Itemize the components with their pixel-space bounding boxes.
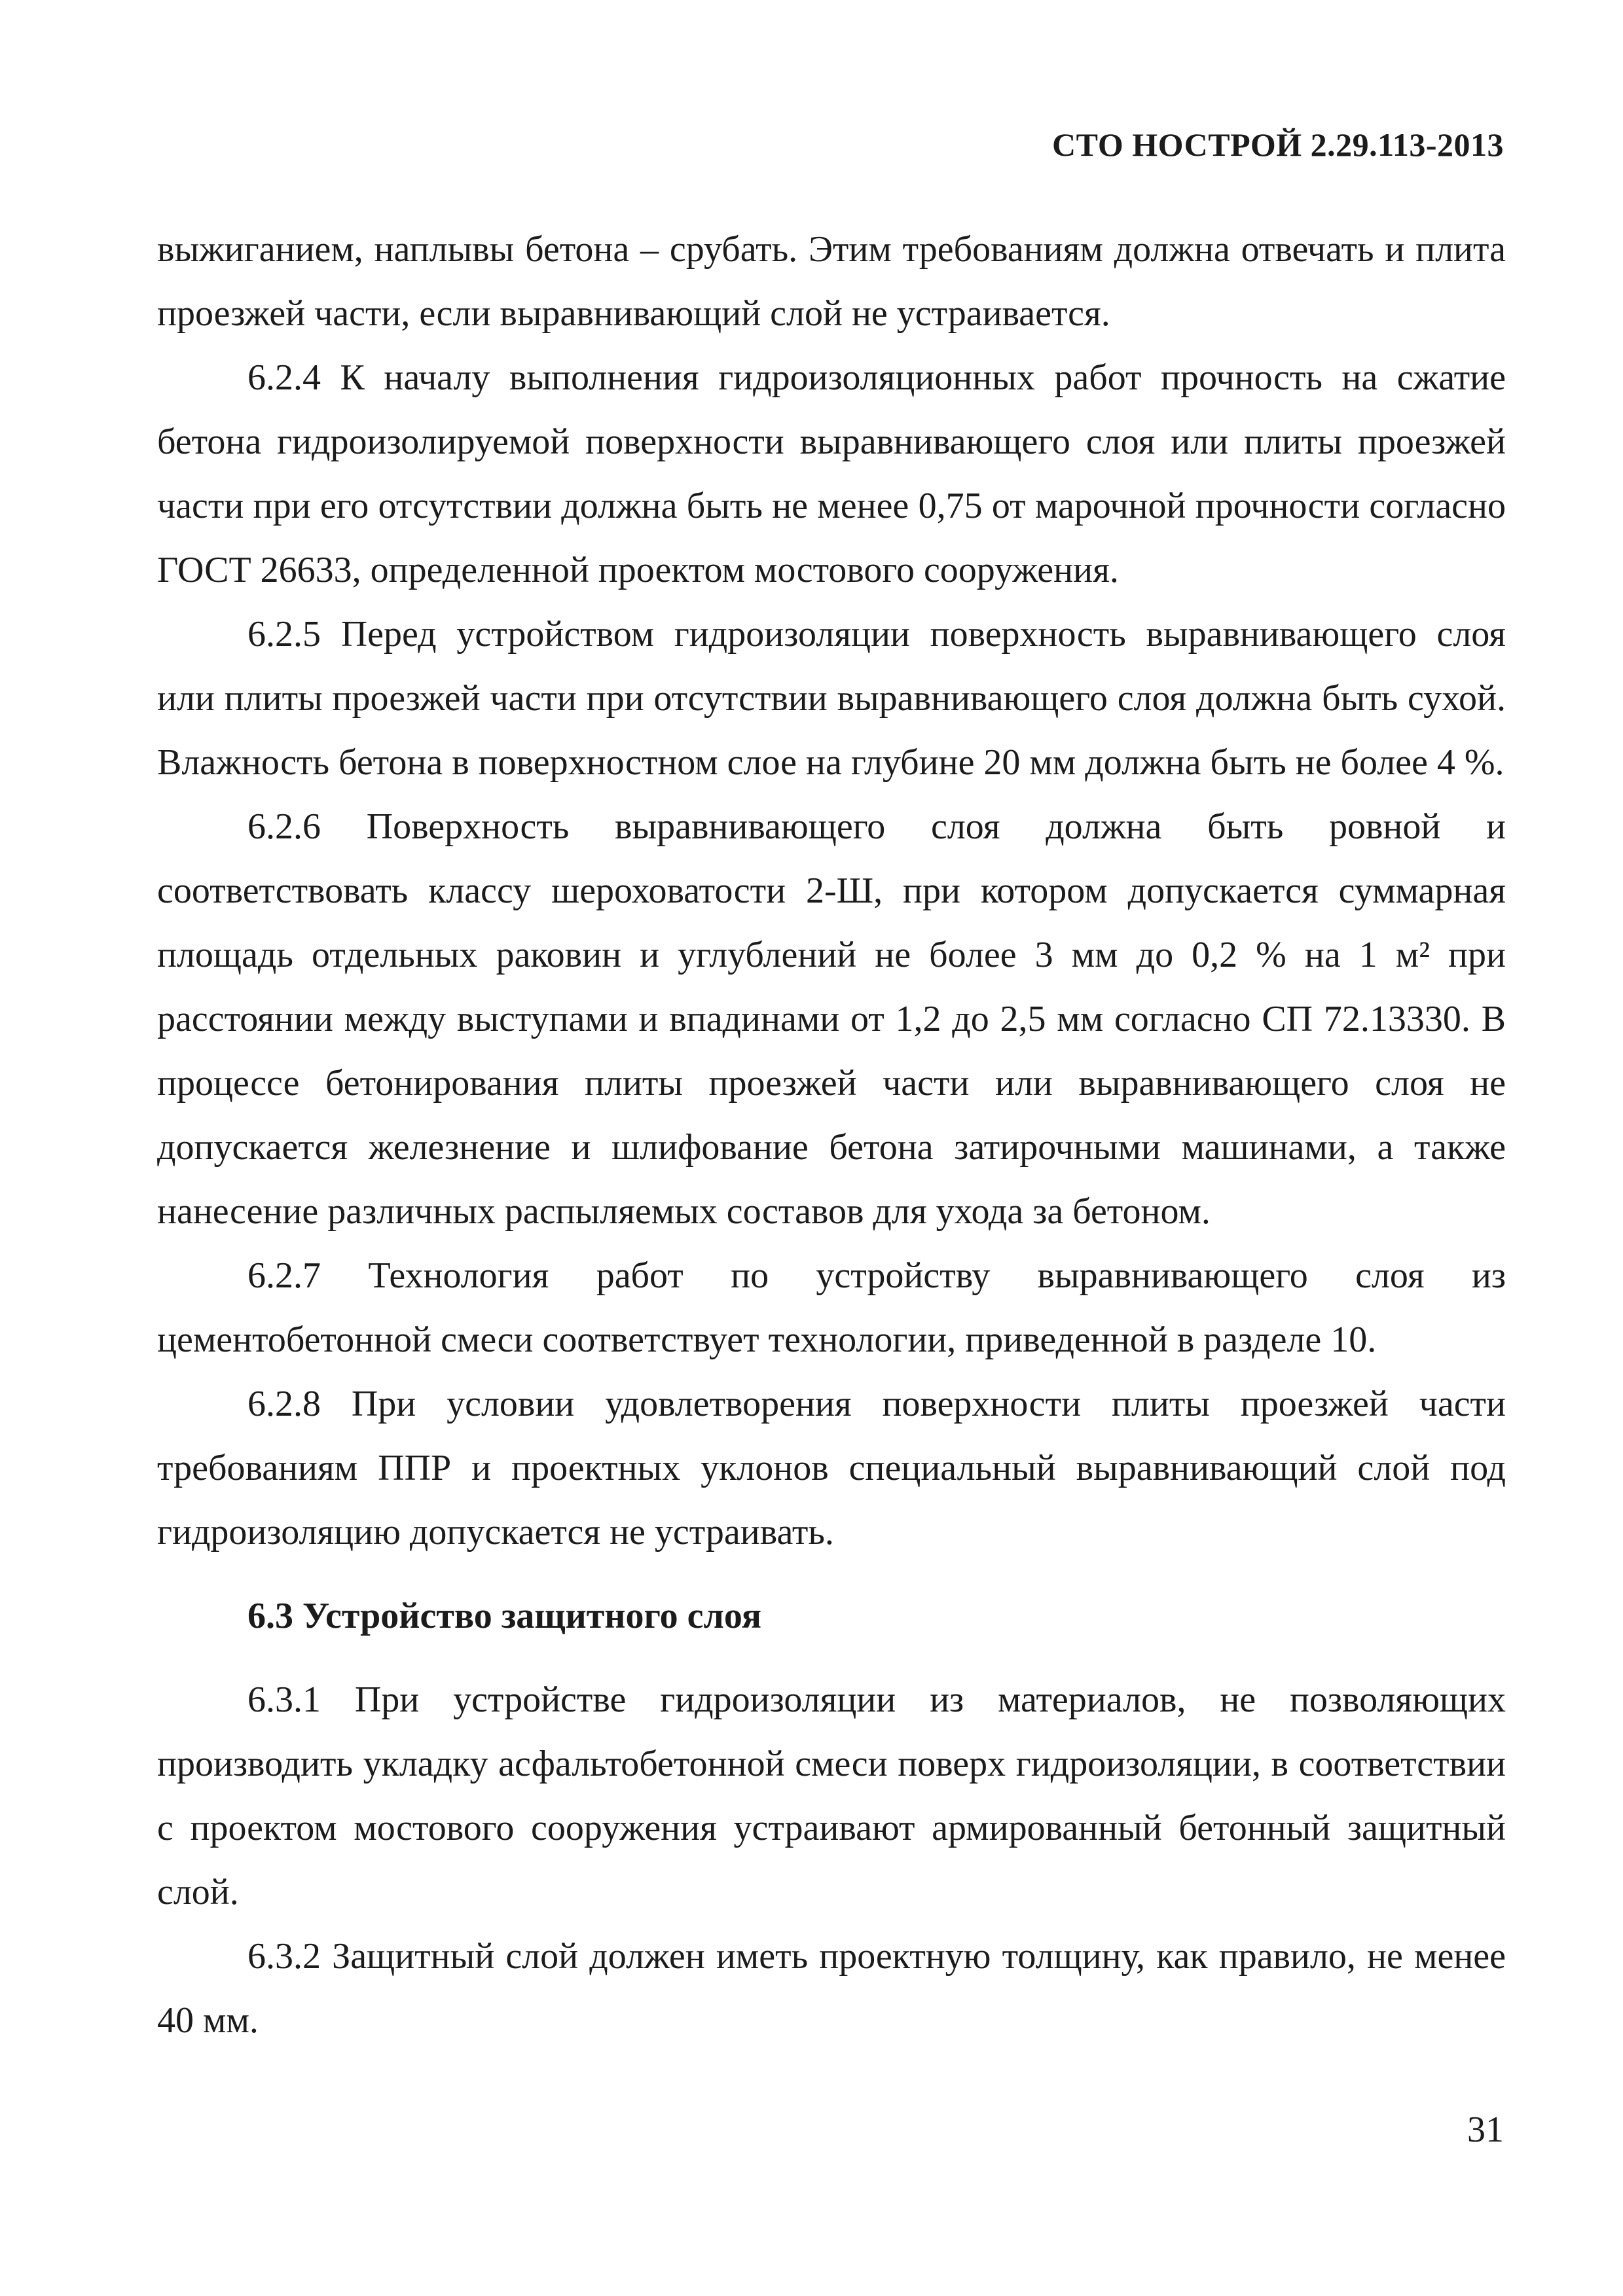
body-text <box>157 217 1506 2053</box>
paragraph-6-2-6: 6.2.6 Поверхность выравнивающего слоя должна быть ровной и соответствовать классу шероховатости 2-Ш, при котором допускается суммарная площадь отдельных раковин и углублений не более 3 мм до 0,2 % на 1 м² при расстоянии между выступами и впадинами от 1,2 до 2,5 мм согласно СП 72.13330. В процессе бетонирования плиты проезжей части или выравнивающего слоя не допускается железнение и шлифование бетона затирочными машинами, а также нанесение различных распыляемых составов для ухода за бетоном. <box>157 806 1506 1232</box>
paragraph-6-2-7: 6.2.7 Технология работ по устройству выравнивающего слоя из цементобетонной смеси соответствует технологии, приведенной в разделе 10. <box>157 1255 1506 1360</box>
paragraph-6-2-8: 6.2.8 При условии удовлетворения поверхности плиты проезжей части требованиям ППР и проектных уклонов специальный выравнивающий слой под гидроизоляцию допускается не устраивать. <box>157 1384 1506 1552</box>
section-heading-6-3: 6.3 Устройство защитного слоя <box>247 1596 762 1636</box>
paragraph-6-3-2: 6.3.2 Защитный слой должен иметь проектную толщину, как правило, не менее 40 мм. <box>157 1936 1506 2041</box>
paragraph-6-2-5: 6.2.5 Перед устройством гидроизоляции поверхность выравнивающего слоя или плиты проезжей части при отсутствии выравнивающего слоя должна быть сухой. Влажность бетона в поверхностном слое на глубине 20 мм должна быть не более 4 %. <box>157 614 1506 783</box>
page-header-standard-id: СТО НОСТРОЙ 2.29.113-2013 <box>1052 126 1504 163</box>
paragraph-continuation: выжиганием, наплывы бетона – срубать. Этим требованиям должна отвечать и плита проезжей части, если выравнивающий слой не устраивается. <box>157 229 1506 334</box>
paragraph-6-3-1: 6.3.1 При устройстве гидроизоляции из материалов, не позволяющих производить укладку асфальтобетонной смеси поверх гидроизоляции, в соответствии с проектом мостового сооружения устраивают армированный бетонный защитный слой. <box>157 1679 1506 1912</box>
page-number: 31 <box>1467 2109 1504 2150</box>
paragraph-6-2-4: 6.2.4 К началу выполнения гидроизоляционных работ прочность на сжатие бетона гидроизолируемой поверхности выравнивающего слоя или плиты проезжей части при его отсутствии должна быть не менее 0,75 от марочной прочности согласно ГОСТ 26633, определенной проектом мостового сооружения. <box>157 357 1506 590</box>
